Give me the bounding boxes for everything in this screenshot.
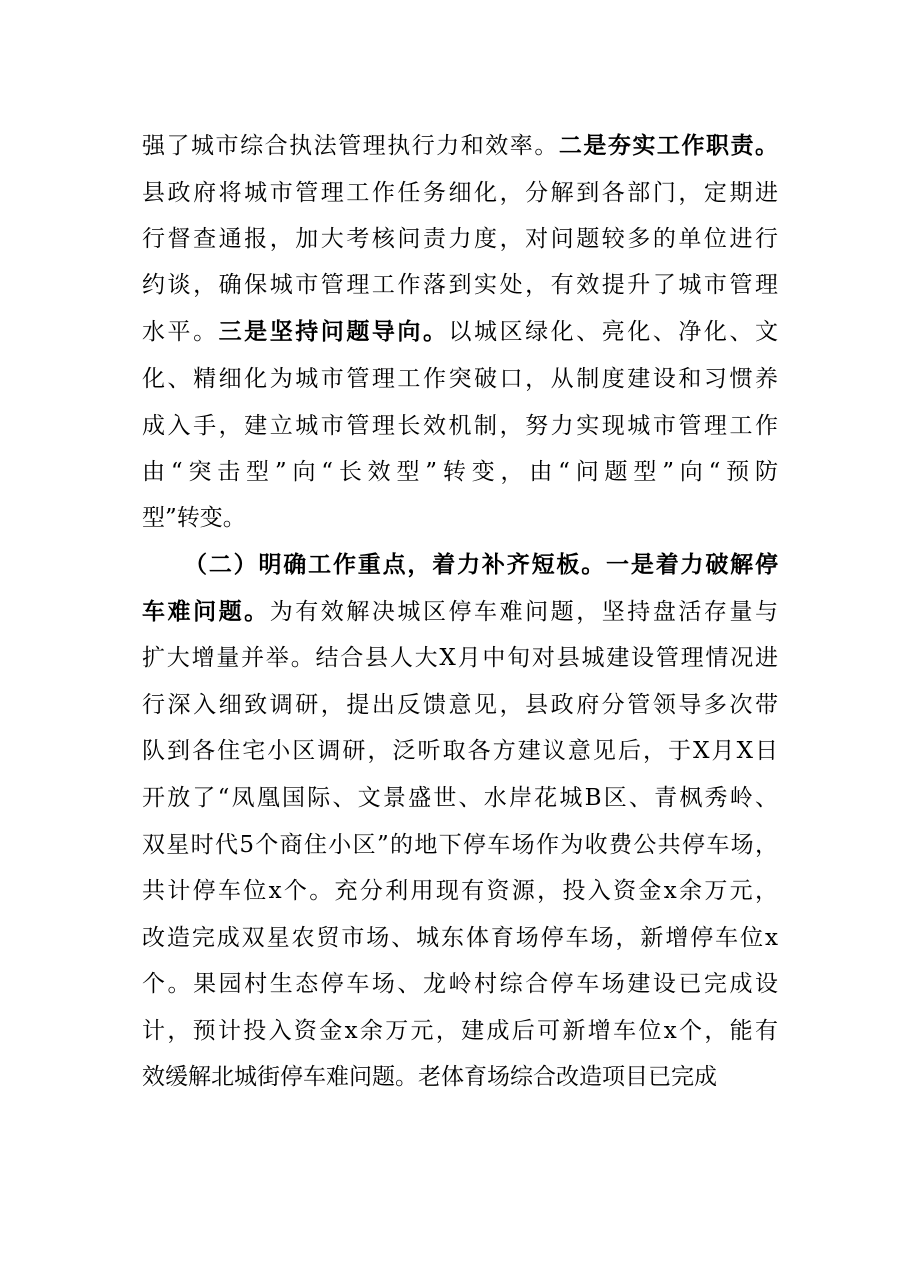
text-line — [142, 597, 778, 627]
body-text: 开放了“凤凰国际、文景盛世、水岸花城B区、青枫秀岭、 — [142, 785, 778, 811]
body-text: 行督查通报，加大考核问责力度，对问题较多的单位进行 — [142, 226, 778, 252]
text-line — [142, 643, 778, 673]
body-text: 扩大增量并举。结合县人大X月中旬对县城建设管理情况进 — [142, 645, 778, 671]
body-text: 计，预计投入资金x余万元，建成后可新增车位x个，能有 — [142, 1018, 778, 1044]
text-line — [142, 690, 778, 720]
text-line — [142, 317, 778, 347]
body-text: 化、精细化为城市管理工作突破口，从制度建设和习惯养 — [142, 366, 778, 392]
body-text: 成入手，建立城市管理长效机制，努力实现城市管理工作 — [142, 413, 778, 439]
text-line — [142, 457, 778, 487]
text-line — [142, 969, 778, 999]
body-text: 改造完成双星农贸市场、城东体育场停车场，新增停车位x — [142, 925, 778, 951]
body-text: 为有效解决城区停车难问题，坚持盘活存量与 — [269, 599, 779, 625]
body-text: 型”转变。 — [142, 505, 246, 531]
bold-heading-text: （二）明确工作重点，着力补齐短板。 — [184, 551, 607, 578]
text-line — [142, 131, 778, 161]
text-line — [142, 411, 778, 441]
body-text: 县政府将城市管理工作任务细化，分解到各部门，定期进 — [142, 180, 778, 206]
text-line — [142, 503, 778, 533]
text-line — [142, 270, 778, 300]
text-line — [184, 550, 778, 580]
text-line — [142, 178, 778, 208]
text-line — [142, 783, 778, 813]
bold-heading-text: 三是坚持问题导向。 — [218, 318, 449, 345]
body-text: 个。果园村生态停车场、龙岭村综合停车场建设已完成设 — [142, 971, 778, 997]
text-line — [142, 1062, 778, 1092]
body-text: 以城区绿化、亮化、净化、文 — [448, 319, 779, 345]
text-line — [142, 1016, 778, 1046]
body-text: 约谈，确保城市管理工作落到实处，有效提升了城市管理 — [142, 272, 778, 298]
body-text: 由“突击型”向“长效型”转变，由“问题型”向“预防 — [142, 459, 778, 485]
text-line — [142, 923, 778, 953]
bold-heading-text: 二是夯实工作职责。 — [558, 132, 779, 159]
bold-heading-text: 一是着力破解停 — [606, 551, 779, 578]
body-text: 效缓解北城街停车难问题。老体育场综合改造项目已完成 — [142, 1064, 717, 1090]
body-text: 水平。 — [142, 319, 219, 345]
body-text: 共计停车位x个。充分利用现有资源，投入资金x余万元， — [142, 878, 778, 904]
body-text: 强了城市综合执法管理执行力和效率。 — [142, 133, 559, 159]
text-line — [142, 876, 778, 906]
body-text: 队到各住宅小区调研，泛听取各方建议意见后，于X月X日 — [142, 738, 778, 764]
body-text: 行深入细致调研，提出反馈意见，县政府分管领导多次带 — [142, 692, 778, 718]
body-text: 双星时代5个商住小区”的地下停车场作为收费公共停车场， — [142, 832, 778, 858]
text-line — [142, 736, 778, 766]
text-line — [142, 364, 778, 394]
text-line — [142, 830, 778, 860]
bold-heading-text: 车难问题。 — [142, 598, 270, 625]
text-line — [142, 224, 778, 254]
